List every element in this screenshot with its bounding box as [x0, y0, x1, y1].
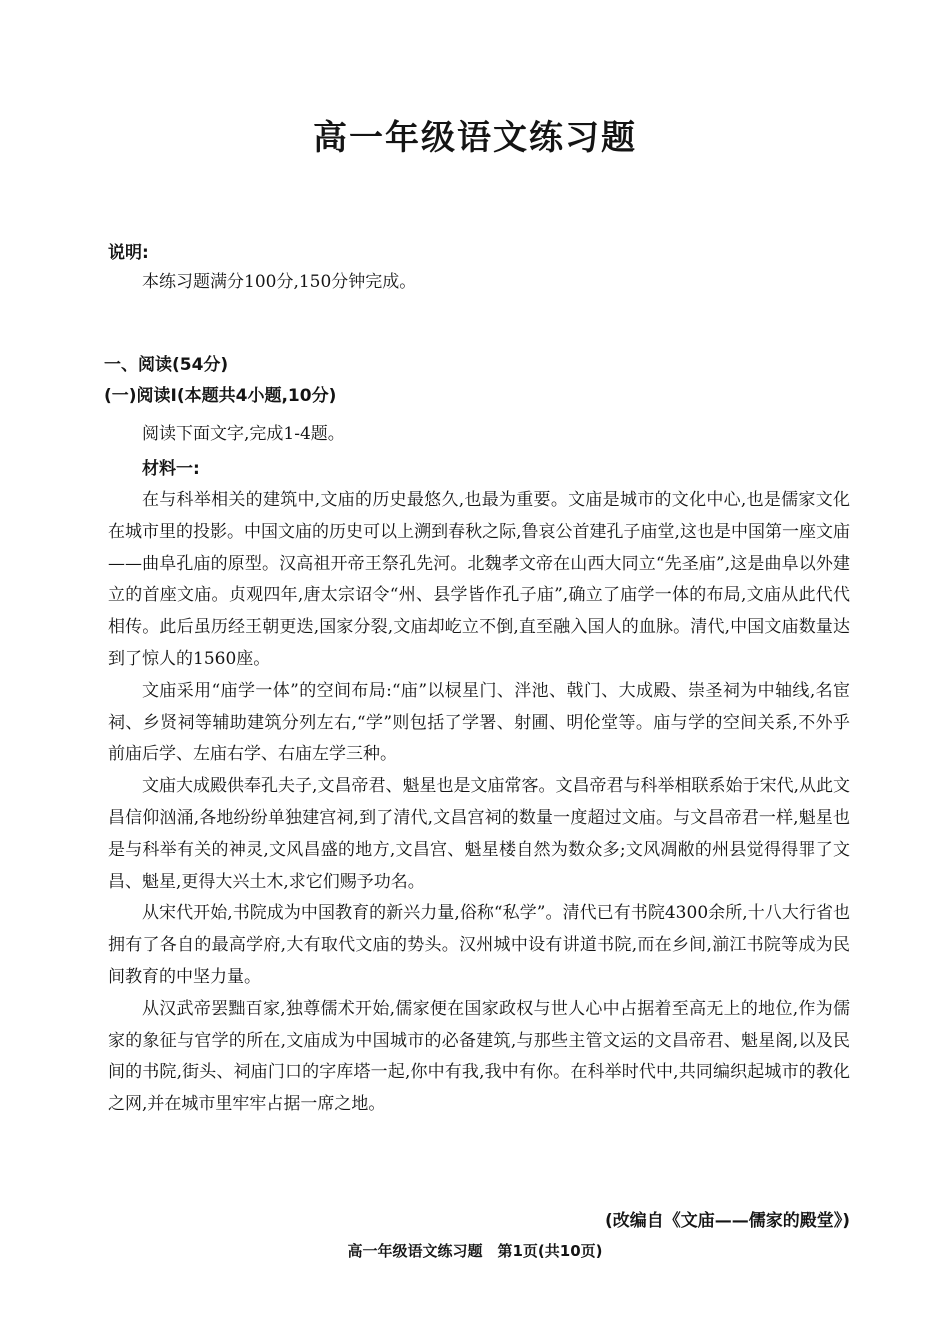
- page-footer: 高一年级语文练习题 第1页(共10页): [347, 1242, 603, 1260]
- material-label: 材料一:: [142, 459, 200, 479]
- material-body: [108, 485, 850, 1121]
- section-heading: 一、阅读(54分): [104, 355, 229, 375]
- subsection-heading: (一)阅读Ⅰ(本题共4小题,10分): [104, 386, 337, 406]
- page-title: 高一年级语文练习题: [313, 118, 637, 158]
- reading-instruction: 阅读下面文字,完成1-4题。: [142, 424, 345, 444]
- paragraph: 文庙大成殿供奉孔夫子,文昌帝君、魁星也是文庙常客。文昌帝君与科举相联系始于宋代,从此文昌信仰汹涌,各地纷纷单独建宫祠,到了清代,文昌宫祠的数量一度超过文庙。与文昌帝君一样,魁星也是与科举有关的神灵,文风昌盛的地方,文昌宫、魁星楼自然为数众多;文风凋敝的州县觉得得罪了文昌、魁星,更得大兴土木,求它们赐予功名。: [108, 776, 850, 892]
- paragraph: 从汉武帝罢黜百家,独尊儒术开始,儒家便在国家政权与世人心中占据着至高无上的地位,作为儒家的象征与官学的所在,文庙成为中国城市的必备建筑,与那些主管文运的文昌帝君、魁星阁,以及民间的书院,街头、祠庙门口的字库塔一起,你中有我,我中有你。在科举时代中,共同编织起城市的教化之网,并在城市里牢牢占据一席之地。: [108, 998, 850, 1115]
- paragraph: 文庙采用“庙学一体”的空间布局:“庙”以棂星门、泮池、戟门、大成殿、崇圣祠为中轴线,名宦祠、乡贤祠等辅助建筑分列左右,“学”则包括了学署、射圃、明伦堂等。庙与学的空间关系,不外乎前庙后学、左庙右学、右庙左学三种。: [108, 680, 850, 765]
- paragraph: 在与科举相关的建筑中,文庙的历史最悠久,也最为重要。文庙是城市的文化中心,也是儒家文化在城市里的投影。中国文庙的历史可以上溯到春秋之际,鲁哀公首建孔子庙堂,这也是中国第一座文庙——曲阜孔庙的原型。汉高祖开帝王祭孔先河。北魏孝文帝在山西大同立“先圣庙”,这是曲阜以外建立的首座文庙。贞观四年,唐太宗诏令“州、县学皆作孔子庙”,确立了庙学一体的布局,文庙从此代代相传。此后虽历经王朝更迭,国家分裂,文庙却屹立不倒,直至融入国人的血脉。清代,中国文庙数量达到了惊人的1560座。: [108, 490, 850, 669]
- notes-heading: 说明:: [108, 243, 149, 263]
- paragraph: 从宋代开始,书院成为中国教育的新兴力量,俗称“私学”。清代已有书院4300余所,十八大行省也拥有了各自的最高学府,大有取代文庙的势头。汉州城中设有讲道书院,而在乡间,湔江书院等成为民间教育的中坚力量。: [108, 903, 850, 987]
- source-citation: (改编自《文庙——儒家的殿堂》): [604, 1211, 850, 1231]
- notes-text: 本练习题满分100分,150分钟完成。: [142, 272, 417, 292]
